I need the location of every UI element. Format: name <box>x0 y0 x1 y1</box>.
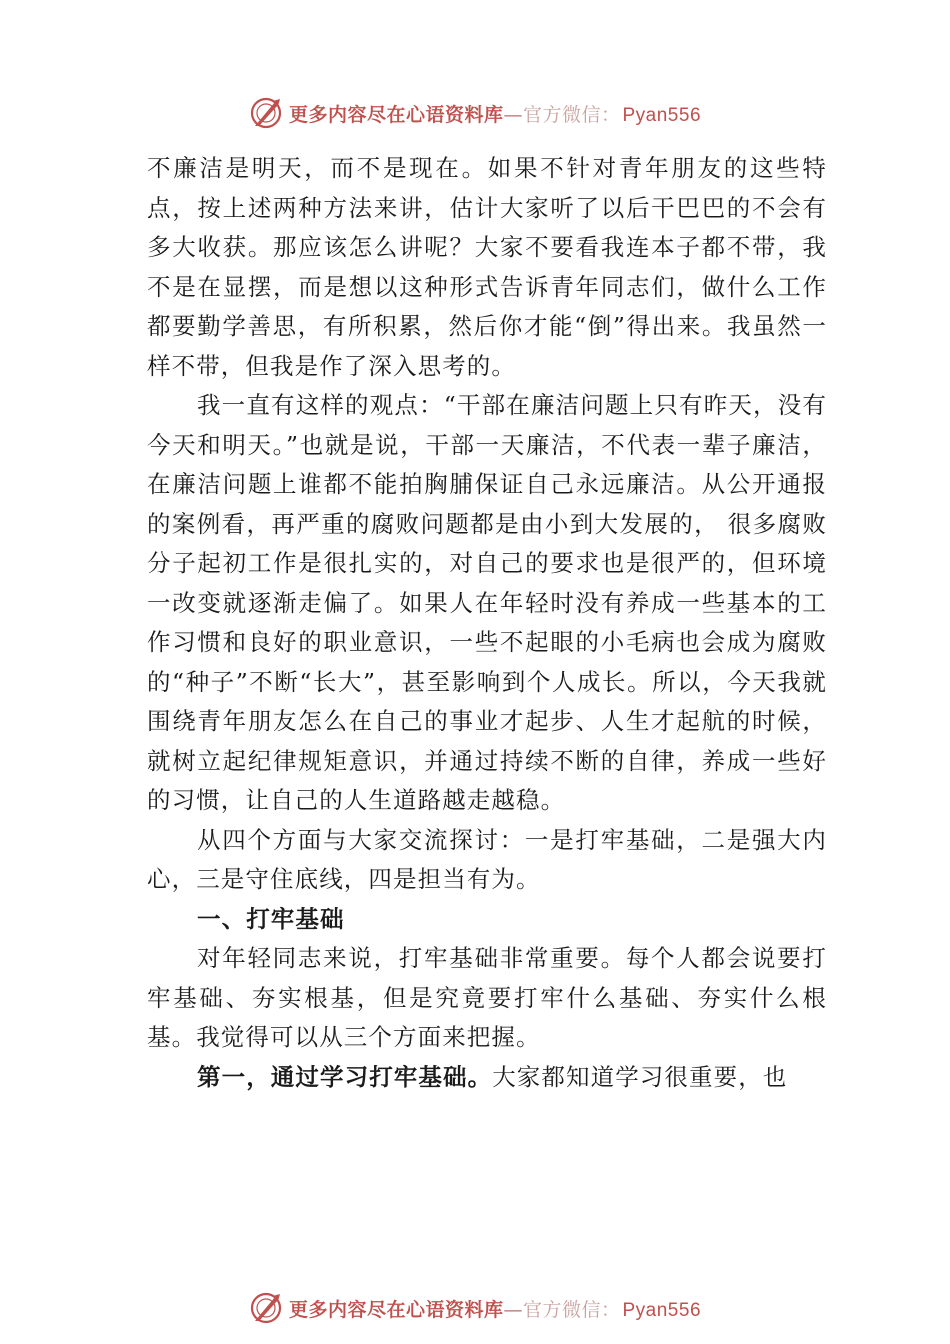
header-wechat-label: 官方微信： <box>522 103 621 126</box>
paragraph-2: 我一直有这样的观点：“干部在廉洁问题上只有昨天，没有今天和明天。”也就是说，干部一天廉洁，不代表一辈子廉洁，在廉洁问题上谁都不能拍胸脯保证自己永远廉洁。从公开通报的案例看，再严重的腐败问题都是由小到大发展的， 很多腐败分子起初工作是很扎实的，对自己的要求也是很严的，但环境一改变就逐渐走偏了。如果人在年轻时没有养成一些基本的工作习惯和良好的职业意识，一些不起眼的小毛病也会成为腐败的“种子”不断“长大”，甚至影响到个人成长。所以，今天我就围绕青年朋友怎么在自己的事业才起步、人生才起航的时候，就树立起纪律规矩意识，并通过持续不断的自律，养成一些好的习惯，让自己的人生道路越走越稳。 <box>147 391 827 814</box>
header-text <box>289 100 701 127</box>
header-brand: 更多内容尽在心语资料库 <box>288 103 504 126</box>
header-wechat-id: Pyan556 <box>622 104 702 126</box>
paragraph-5-lead: 第一，通过学习打牢基础。 <box>197 1062 493 1091</box>
paragraph-5 <box>147 1058 827 1098</box>
section-heading: 一、打牢基础 <box>197 904 345 933</box>
quill-logo-icon <box>249 96 283 130</box>
footer-text <box>289 1295 701 1322</box>
footer-wechat-label: 官方微信： <box>522 1298 621 1321</box>
footer-separator: — <box>503 1298 523 1321</box>
paragraph-4: 对年轻同志来说，打牢基础非常重要。每个人都会说要打牢基础、夯实根基，但是究竟要打牢什么基础、夯实什么根基。我觉得可以从三个方面来把握。 <box>147 944 827 1051</box>
header-banner <box>0 93 950 133</box>
paragraph-5-text: 大家都知道学习很重要，也 <box>492 1062 788 1091</box>
footer-brand: 更多内容尽在心语资料库 <box>288 1298 504 1321</box>
document-body <box>147 149 827 1097</box>
footer-wechat-id: Pyan556 <box>622 1299 702 1321</box>
paragraph-1: 不廉洁是明天，而不是现在。如果不针对青年朋友的这些特点，按上述两种方法来讲，估计大家听了以后干巴巴的不会有多大收获。那应该怎么讲呢？大家不要看我连本子都不带，我不是在显摆，而是想以这种形式告诉青年同志们，做什么工作都要勤学善思，有所积累，然后你才能“倒”得出来。我虽然一样不带，但我是作了深入思考的。 <box>147 154 827 380</box>
footer-banner <box>0 1288 950 1328</box>
paragraph-3: 从四个方面与大家交流探讨：一是打牢基础，二是强大内心，三是守住底线，四是担当有为。 <box>147 825 827 893</box>
quill-logo-icon <box>249 1291 283 1325</box>
header-separator: — <box>503 103 523 126</box>
